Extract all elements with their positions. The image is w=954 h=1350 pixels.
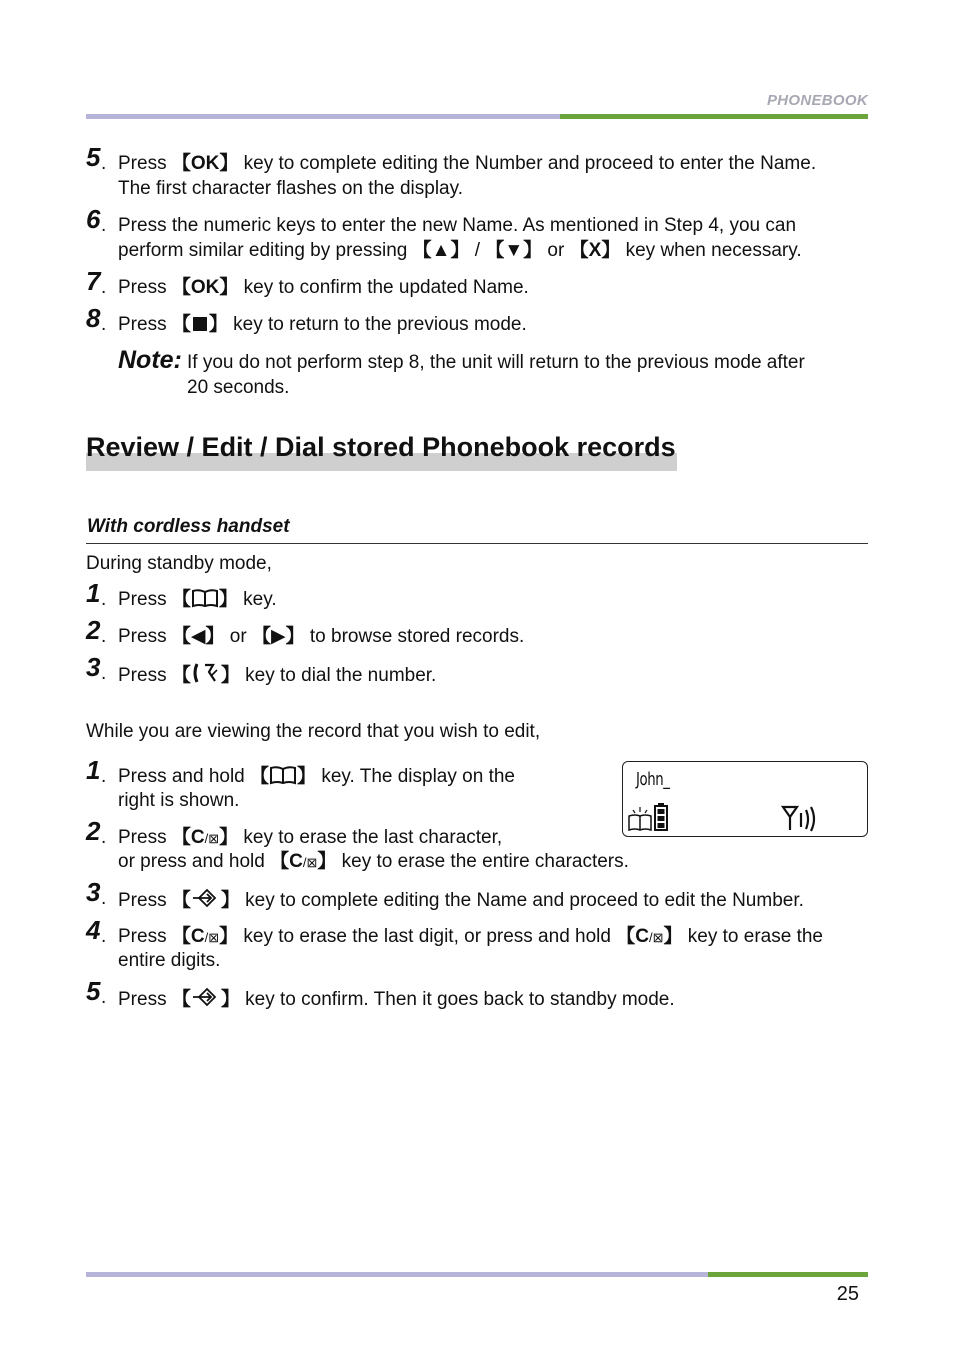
footer-rule-right [708, 1272, 868, 1277]
header-rule-right [560, 114, 868, 119]
header-rule-left [86, 114, 560, 119]
clear-mute-icon: /⊠ [204, 831, 220, 846]
left-arrow-icon: ◀ [190, 626, 206, 647]
clear-mute-icon: /⊠ [302, 855, 318, 870]
clear-mute-icon: /⊠ [204, 930, 220, 945]
intro-edit: While you are viewing the record that you wish to edit, [86, 721, 541, 742]
subsection-title: With cordless handset [87, 516, 290, 537]
note-label: Note: [118, 346, 182, 374]
enter-key-icon [191, 887, 221, 909]
subsection-rule [86, 543, 868, 544]
phonebook-key-icon [191, 588, 219, 608]
handset-lcd-display [622, 761, 868, 837]
signal-antenna-icon [781, 804, 821, 832]
clear-key-label: C [190, 827, 205, 848]
section-title: Review / Edit / Dial stored Phonebook records [86, 432, 676, 462]
page-number: 25 [836, 1283, 859, 1305]
phonebook-key-icon [269, 765, 297, 785]
note-text: If you do not perform step 8, the unit will return to the previous mode after [187, 352, 805, 373]
ok-key-label: OK [190, 153, 220, 174]
battery-icon [653, 802, 673, 832]
down-arrow-icon: ▼ [504, 240, 524, 261]
clear-mute-icon: /⊠ [649, 930, 664, 945]
x-key-label: X [588, 240, 602, 261]
note [118, 346, 182, 375]
footer-rule-left [86, 1272, 708, 1277]
running-header: PHONEBOOK [766, 92, 868, 109]
step-number: 5 [86, 142, 101, 172]
talk-key-icon [191, 662, 221, 684]
intro-standby: During standby mode, [86, 553, 272, 574]
stop-key-icon [193, 317, 207, 331]
enter-key-icon [191, 986, 221, 1008]
right-arrow-icon: ▶ [270, 626, 286, 647]
lcd-text: John_ [636, 769, 670, 790]
up-arrow-icon: ▲ [431, 240, 451, 261]
